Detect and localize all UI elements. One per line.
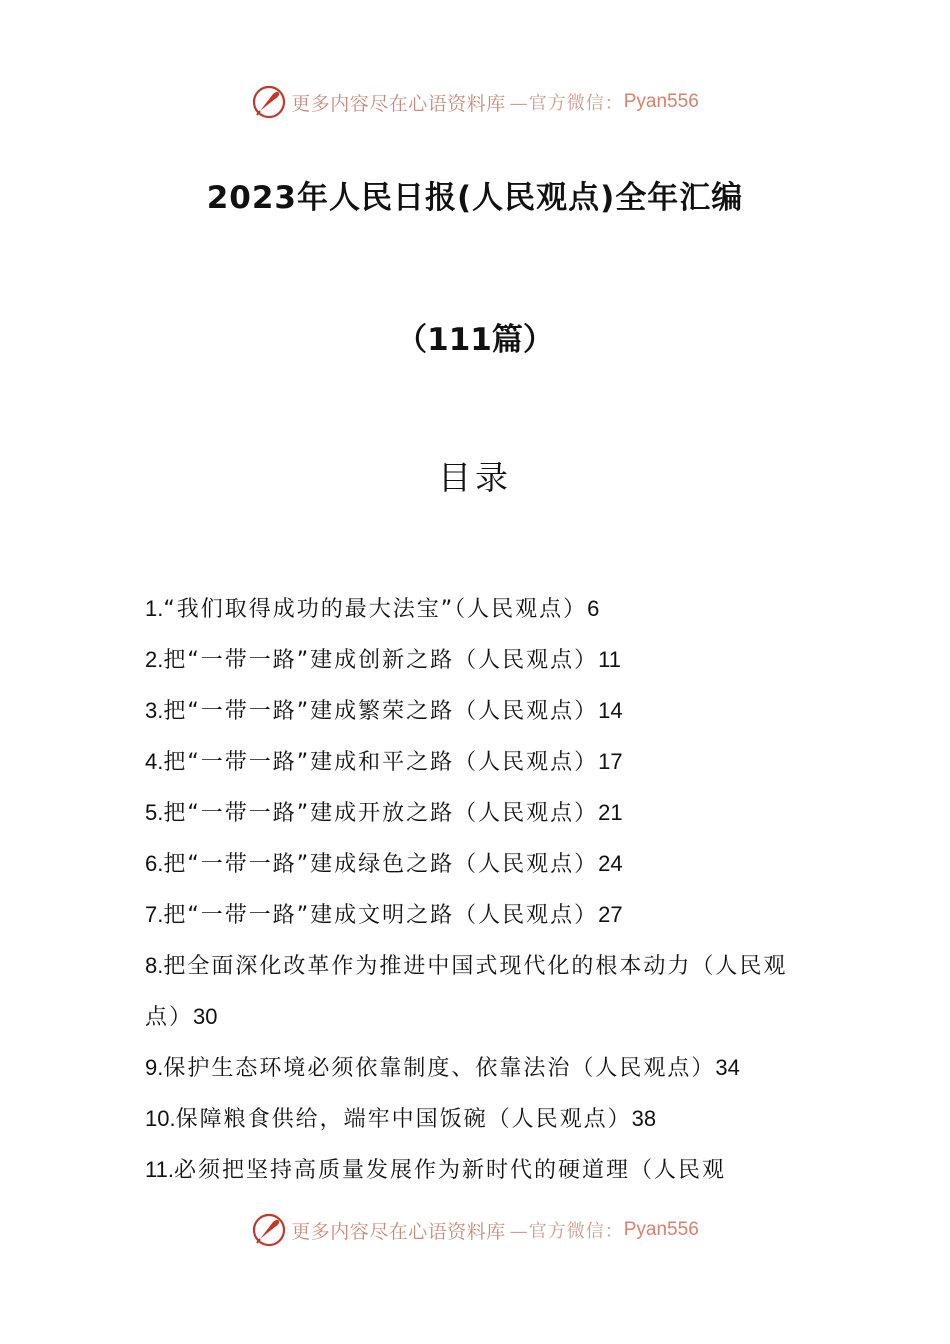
toc-item-title: 把“一带一路”建成创新之路（人民观点） <box>163 648 599 673</box>
toc-item[interactable]: 9.保护生态环境必须依靠制度、依靠法治（人民观点）34 <box>145 1055 740 1081</box>
footer-banner <box>0 1206 950 1254</box>
toc-item-title: 把“一带一路”建成绿色之路（人民观点） <box>163 852 599 877</box>
document-title: 2023年人民日报(人民观点)全年汇编 <box>206 180 744 216</box>
banner-account-id: Pyan556 <box>623 91 699 112</box>
toc-item[interactable]: 3.把“一带一路”建成繁荣之路（人民观点）14 <box>145 698 623 724</box>
toc-item[interactable]: 1.“我们取得成功的最大法宝”（人民观点）6 <box>145 596 600 622</box>
toc-item-page: 34 <box>715 1055 740 1080</box>
toc-item-title: 把“一带一路”建成和平之路（人民观点） <box>163 750 599 775</box>
toc-item-title: 把“一带一路”建成开放之路（人民观点） <box>163 801 599 826</box>
quill-pen-logo-icon <box>251 84 287 120</box>
toc-item[interactable]: 11.必须把坚持高质量发展作为新时代的硬道理（人民观 <box>145 1157 726 1183</box>
toc-item[interactable]: 5.把“一带一路”建成开放之路（人民观点）21 <box>145 800 623 826</box>
toc-item-title: 保障粮食供给，端牢中国饭碗（人民观点） <box>175 1107 632 1132</box>
toc-item-page: 27 <box>598 902 623 927</box>
toc-item-page: 30 <box>193 1004 218 1029</box>
toc-item-title: 必须把坚持高质量发展作为新时代的硬道理（人民观 <box>173 1158 726 1183</box>
banner-contact-label: —官方微信： <box>509 93 624 114</box>
toc-item-title: 把“一带一路”建成文明之路（人民观点） <box>163 903 599 928</box>
quill-pen-logo-icon <box>251 1212 287 1248</box>
toc-item[interactable]: 6.把“一带一路”建成绿色之路（人民观点）24 <box>145 851 623 877</box>
toc-item[interactable]: 4.把“一带一路”建成和平之路（人民观点）17 <box>145 749 623 775</box>
toc-item[interactable]: 7.把“一带一路”建成文明之路（人民观点）27 <box>145 902 623 928</box>
toc-item-page: 21 <box>598 800 623 825</box>
toc-item-page: 38 <box>631 1106 657 1131</box>
toc-item[interactable]: 2.把“一带一路”建成创新之路（人民观点）11 <box>145 647 621 673</box>
table-of-contents <box>145 584 810 1196</box>
toc-item-title: 把“一带一路”建成繁荣之路（人民观点） <box>163 699 599 724</box>
banner-promo-text: 更多内容尽在心语资料库 <box>291 1220 506 1243</box>
toc-item-page: 11 <box>598 647 621 672</box>
banner-contact-label: —官方微信： <box>509 1221 624 1242</box>
banner-promo-text: 更多内容尽在心语资料库 <box>291 92 506 115</box>
document-subtitle: （111篇） <box>396 322 554 358</box>
header-banner <box>0 78 950 126</box>
toc-item-title: 把全面深化改革作为推进中国式现代化的根本动力（人民观点） <box>145 954 788 1030</box>
toc-item-title: 保护生态环境必须依靠制度、依靠法治（人民观点） <box>163 1056 716 1081</box>
toc-heading: 目录 <box>438 458 512 497</box>
toc-item[interactable]: 10.保障粮食供给，端牢中国饭碗（人民观点）38 <box>145 1106 657 1132</box>
toc-item-page: 14 <box>598 698 623 723</box>
toc-item-page: 24 <box>598 851 623 876</box>
toc-item-page: 17 <box>598 749 623 774</box>
toc-item[interactable]: 8.把全面深化改革作为推进中国式现代化的根本动力（人民观点）30 <box>145 953 788 1030</box>
banner-account-id: Pyan556 <box>623 1219 699 1240</box>
toc-item-page: 6 <box>587 596 600 621</box>
toc-item-title: “我们取得成功的最大法宝”（人民观点） <box>163 597 588 622</box>
